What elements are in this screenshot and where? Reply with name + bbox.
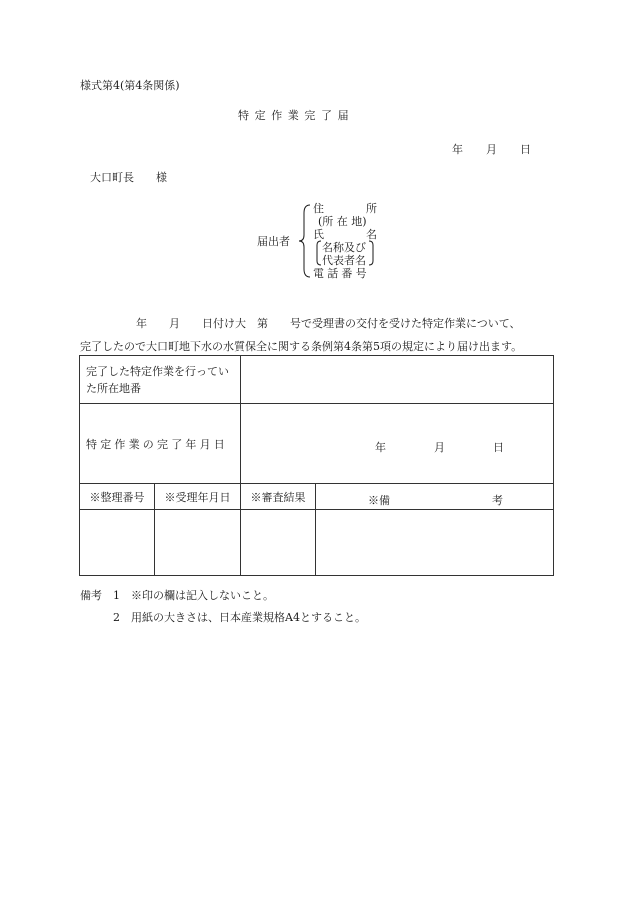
phone-label: 電話番号	[313, 267, 370, 280]
addressee-name: 大口町長	[90, 171, 134, 184]
note1-text: ※印の欄は記入しないこと。	[131, 589, 274, 602]
completion-day-label: 日	[493, 440, 504, 454]
form-table	[79, 355, 554, 576]
body-dai: 第	[257, 317, 268, 330]
date-month-label: 月	[486, 143, 497, 156]
body-date-suffix: 日付け大	[202, 317, 246, 330]
completion-date-input-cell[interactable]	[241, 404, 554, 484]
note2-number: 2	[113, 611, 120, 624]
rep-label-line1: 名称及び	[322, 241, 366, 254]
table-row	[80, 510, 554, 576]
shinsa-cell	[241, 510, 316, 576]
body-paragraph	[80, 312, 550, 358]
completion-date-label: 特定作業の完了年月日	[86, 437, 228, 451]
location-lot-input-cell[interactable]	[241, 356, 554, 404]
note2-text: 用紙の大きさは、日本産業規格A4とすること。	[131, 611, 366, 624]
header-shinsa: ※審査結果	[241, 484, 316, 510]
seiri-cell	[80, 510, 155, 576]
address-label-start: 住	[313, 202, 324, 215]
body-year: 年	[136, 317, 147, 330]
header-juri: ※受理年月日	[155, 484, 241, 510]
addressee	[90, 172, 167, 183]
date-year-label: 年	[452, 143, 463, 156]
table-row	[80, 356, 554, 404]
location-lot-label-cell	[80, 356, 241, 404]
header-seiri: ※整理番号	[80, 484, 155, 510]
body-line1-rest: 号で受理書の交付を受けた特定作業について、	[290, 317, 521, 330]
table-row	[80, 404, 554, 484]
notes-heading: 備考	[80, 589, 102, 602]
body-line2: 完了したので大口町地下水の水質保全に関する条例第4条第5項の規定により届け出ます。	[80, 340, 523, 353]
form-title: 特定作業完了届	[238, 109, 355, 122]
body-month: 月	[169, 317, 180, 330]
header-bikou-start: ※備	[368, 494, 390, 507]
bikou-cell	[316, 510, 554, 576]
right-bracket-icon	[368, 240, 374, 266]
completion-month-label: 月	[434, 440, 445, 454]
table-header-row	[80, 484, 554, 510]
header-bikou	[316, 484, 554, 510]
addressee-honorific: 様	[156, 171, 167, 184]
name-label-start: 氏	[313, 228, 324, 241]
date-day-label: 日	[520, 143, 531, 156]
location-label: (所 在 地)	[318, 215, 367, 228]
left-brace-icon	[298, 203, 312, 279]
form-number: 様式第4(第4条関係)	[80, 79, 180, 92]
address-label-end: 所	[366, 202, 377, 215]
rep-label-line2: 代表者名	[322, 254, 366, 267]
applicant-label: 届出者	[257, 235, 290, 248]
location-lot-label: 完了した特定作業を行っていた所在地番	[86, 364, 229, 395]
note1-number: 1	[113, 589, 120, 602]
completion-year-label: 年	[375, 440, 386, 454]
name-label-end: 名	[366, 228, 377, 241]
header-bikou-end: 考	[492, 494, 503, 507]
juri-cell	[155, 510, 241, 576]
completion-date-label-cell	[80, 404, 241, 484]
